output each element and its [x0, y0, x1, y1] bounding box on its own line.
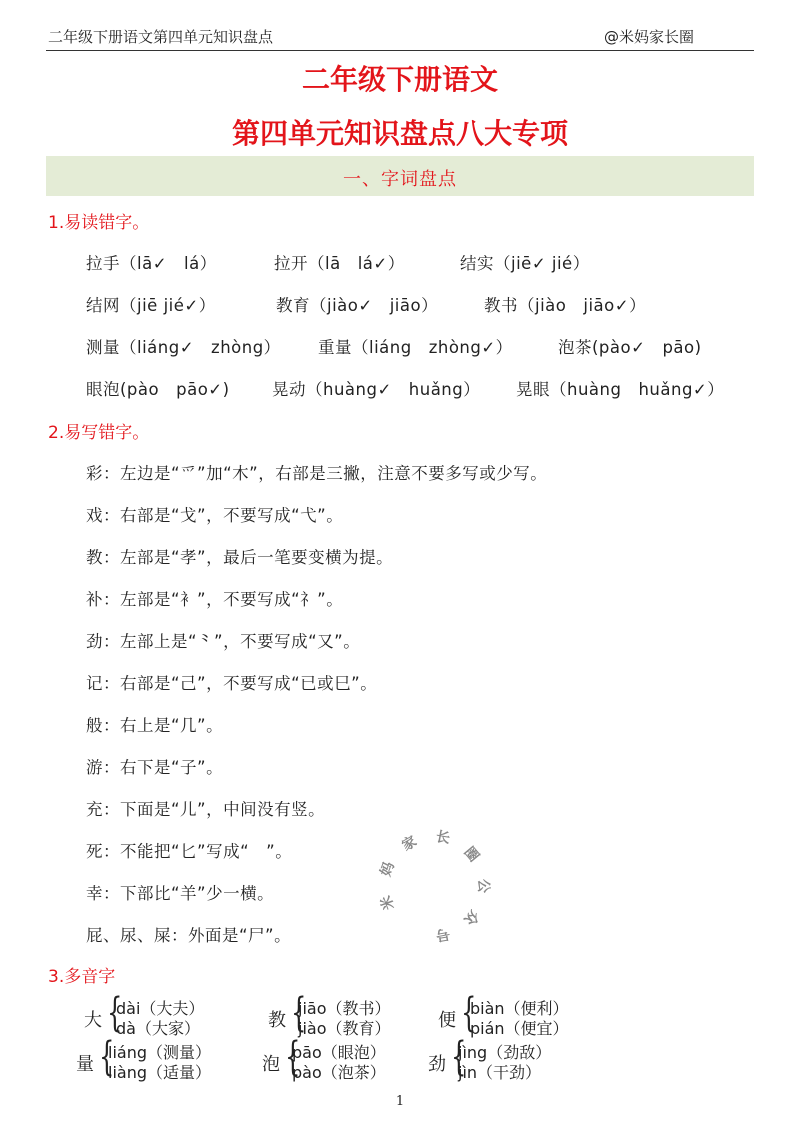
- easy-read-item: 教书（jiào jiāo✓）: [484, 296, 647, 315]
- easy-read-item: 拉手（lā✓ lá）: [86, 254, 217, 273]
- polyphone-group: [262, 1034, 422, 1084]
- stamp-char: 长: [434, 828, 451, 847]
- polyphone-group: [428, 1034, 598, 1084]
- stamp-char: 号: [434, 925, 451, 944]
- polyphone-reading: dài（大夫）: [116, 999, 205, 1018]
- easy-read-item: 泡茶(pào✓ pāo): [558, 338, 702, 357]
- easy-read-item: 教育（jiào✓ jiāo）: [276, 296, 439, 315]
- polyphone-reading: jìn（干劲）: [458, 1063, 542, 1082]
- polyphone-char: 量: [76, 1054, 94, 1075]
- easy-read-item: 晃眼（huàng huǎng✓）: [516, 380, 725, 399]
- stamp-char: 米: [378, 893, 398, 913]
- brace-icon: {: [461, 990, 477, 1036]
- easy-write-item: 彩：左边是“爫”加“木”，右部是三撇，注意不要多写或少写。: [86, 464, 548, 483]
- stamp-char: 公: [475, 879, 491, 893]
- polyphone-char: 大: [84, 1010, 102, 1031]
- watermark-stamp: [372, 822, 496, 946]
- header-title: 二年级下册语文第四单元知识盘点: [48, 28, 274, 46]
- doc-title-line2: 第四单元知识盘点八大专项: [231, 117, 568, 150]
- page-header: [46, 20, 754, 51]
- easy-write-item: 劲：左部上是“⺀”，不要写成“又”。: [86, 632, 361, 651]
- easy-read-item: 晃动（huàng✓ huǎng）: [272, 380, 481, 399]
- easy-read-item: 结网（jiē jié✓）: [86, 296, 216, 315]
- section-banner: [46, 156, 754, 196]
- stamp-char: 众: [460, 906, 483, 928]
- polyphone-reading: liáng（测量）: [108, 1043, 211, 1062]
- polyphone-reading: pián（便宜）: [470, 1019, 569, 1038]
- polyphone-char: 教: [268, 1010, 286, 1031]
- polyphone-reading: biàn（便利）: [470, 999, 569, 1018]
- easy-write-item: 记：右部是“己”，不要写成“已或巳”。: [86, 674, 378, 693]
- easy-write-item: 死：不能把“匕”写成“ ”。: [86, 842, 293, 861]
- easy-read-item: 测量（liáng✓ zhòng）: [86, 338, 281, 357]
- doc-title-line1: 二年级下册语文: [301, 63, 498, 96]
- brace-icon: {: [99, 1034, 115, 1080]
- easy-read-item: 眼泡(pào pāo✓): [86, 380, 230, 399]
- easy-write-item: 补：左部是“衤”，不要写成“礻”。: [86, 590, 344, 609]
- easy-read-item: 拉开（lā lá✓）: [274, 254, 405, 273]
- polyphone-reading: jìng（劲敌）: [458, 1043, 552, 1062]
- polyphone-group: [76, 1034, 256, 1084]
- easy-write-item: 游：右下是“子”。: [86, 758, 224, 777]
- polyphone-reading: pào（泡茶）: [292, 1063, 386, 1082]
- polyphone-reading: jiāo（教书）: [298, 999, 391, 1018]
- stamp-char: 妈: [378, 859, 398, 879]
- easy-write-item: 教：左部是“孝”，最后一笔要变横为提。: [86, 548, 394, 567]
- polyphone-char: 劲: [428, 1054, 446, 1075]
- polyphone-reading: liàng（适量）: [108, 1063, 211, 1082]
- polyphone-char: 泡: [262, 1054, 280, 1075]
- polyphone-reading: pāo（眼泡）: [292, 1043, 386, 1062]
- easy-write-heading: 2.易写错字。: [48, 423, 150, 443]
- easy-write-item: 般：右上是“几”。: [86, 716, 224, 735]
- polyphone-reading: jiào（教育）: [298, 1019, 391, 1038]
- easy-read-heading: 1.易读错字。: [48, 213, 150, 233]
- easy-read-item: 结实（jiē✓ jié）: [460, 254, 590, 273]
- polyphone-heading: 3.多音字: [48, 967, 116, 987]
- polyphone-char: 便: [438, 1010, 456, 1031]
- easy-write-item: 幸：下部比“羊”少一横。: [86, 884, 275, 903]
- brace-icon: {: [107, 990, 123, 1036]
- polyphone-reading: dà（大家）: [116, 1019, 200, 1038]
- brace-icon: {: [285, 1034, 301, 1080]
- section-title: 一、字词盘点: [343, 169, 457, 190]
- easy-read-item: 重量（liáng zhòng✓）: [318, 338, 513, 357]
- easy-write-item: 戏：右部是“戈”，不要写成“弋”。: [86, 506, 344, 525]
- easy-write-item: 充：下面是“儿”，中间没有竖。: [86, 800, 326, 819]
- brace-icon: {: [291, 990, 307, 1036]
- easy-write-item: 屁、尿、屎：外面是“尸”。: [86, 926, 292, 945]
- page-number: 1: [395, 1094, 405, 1109]
- stamp-char: 家: [399, 833, 420, 854]
- header-brand: @米妈家长圈: [603, 28, 694, 46]
- brace-icon: {: [451, 1034, 467, 1080]
- stamp-char: 圈: [460, 843, 483, 866]
